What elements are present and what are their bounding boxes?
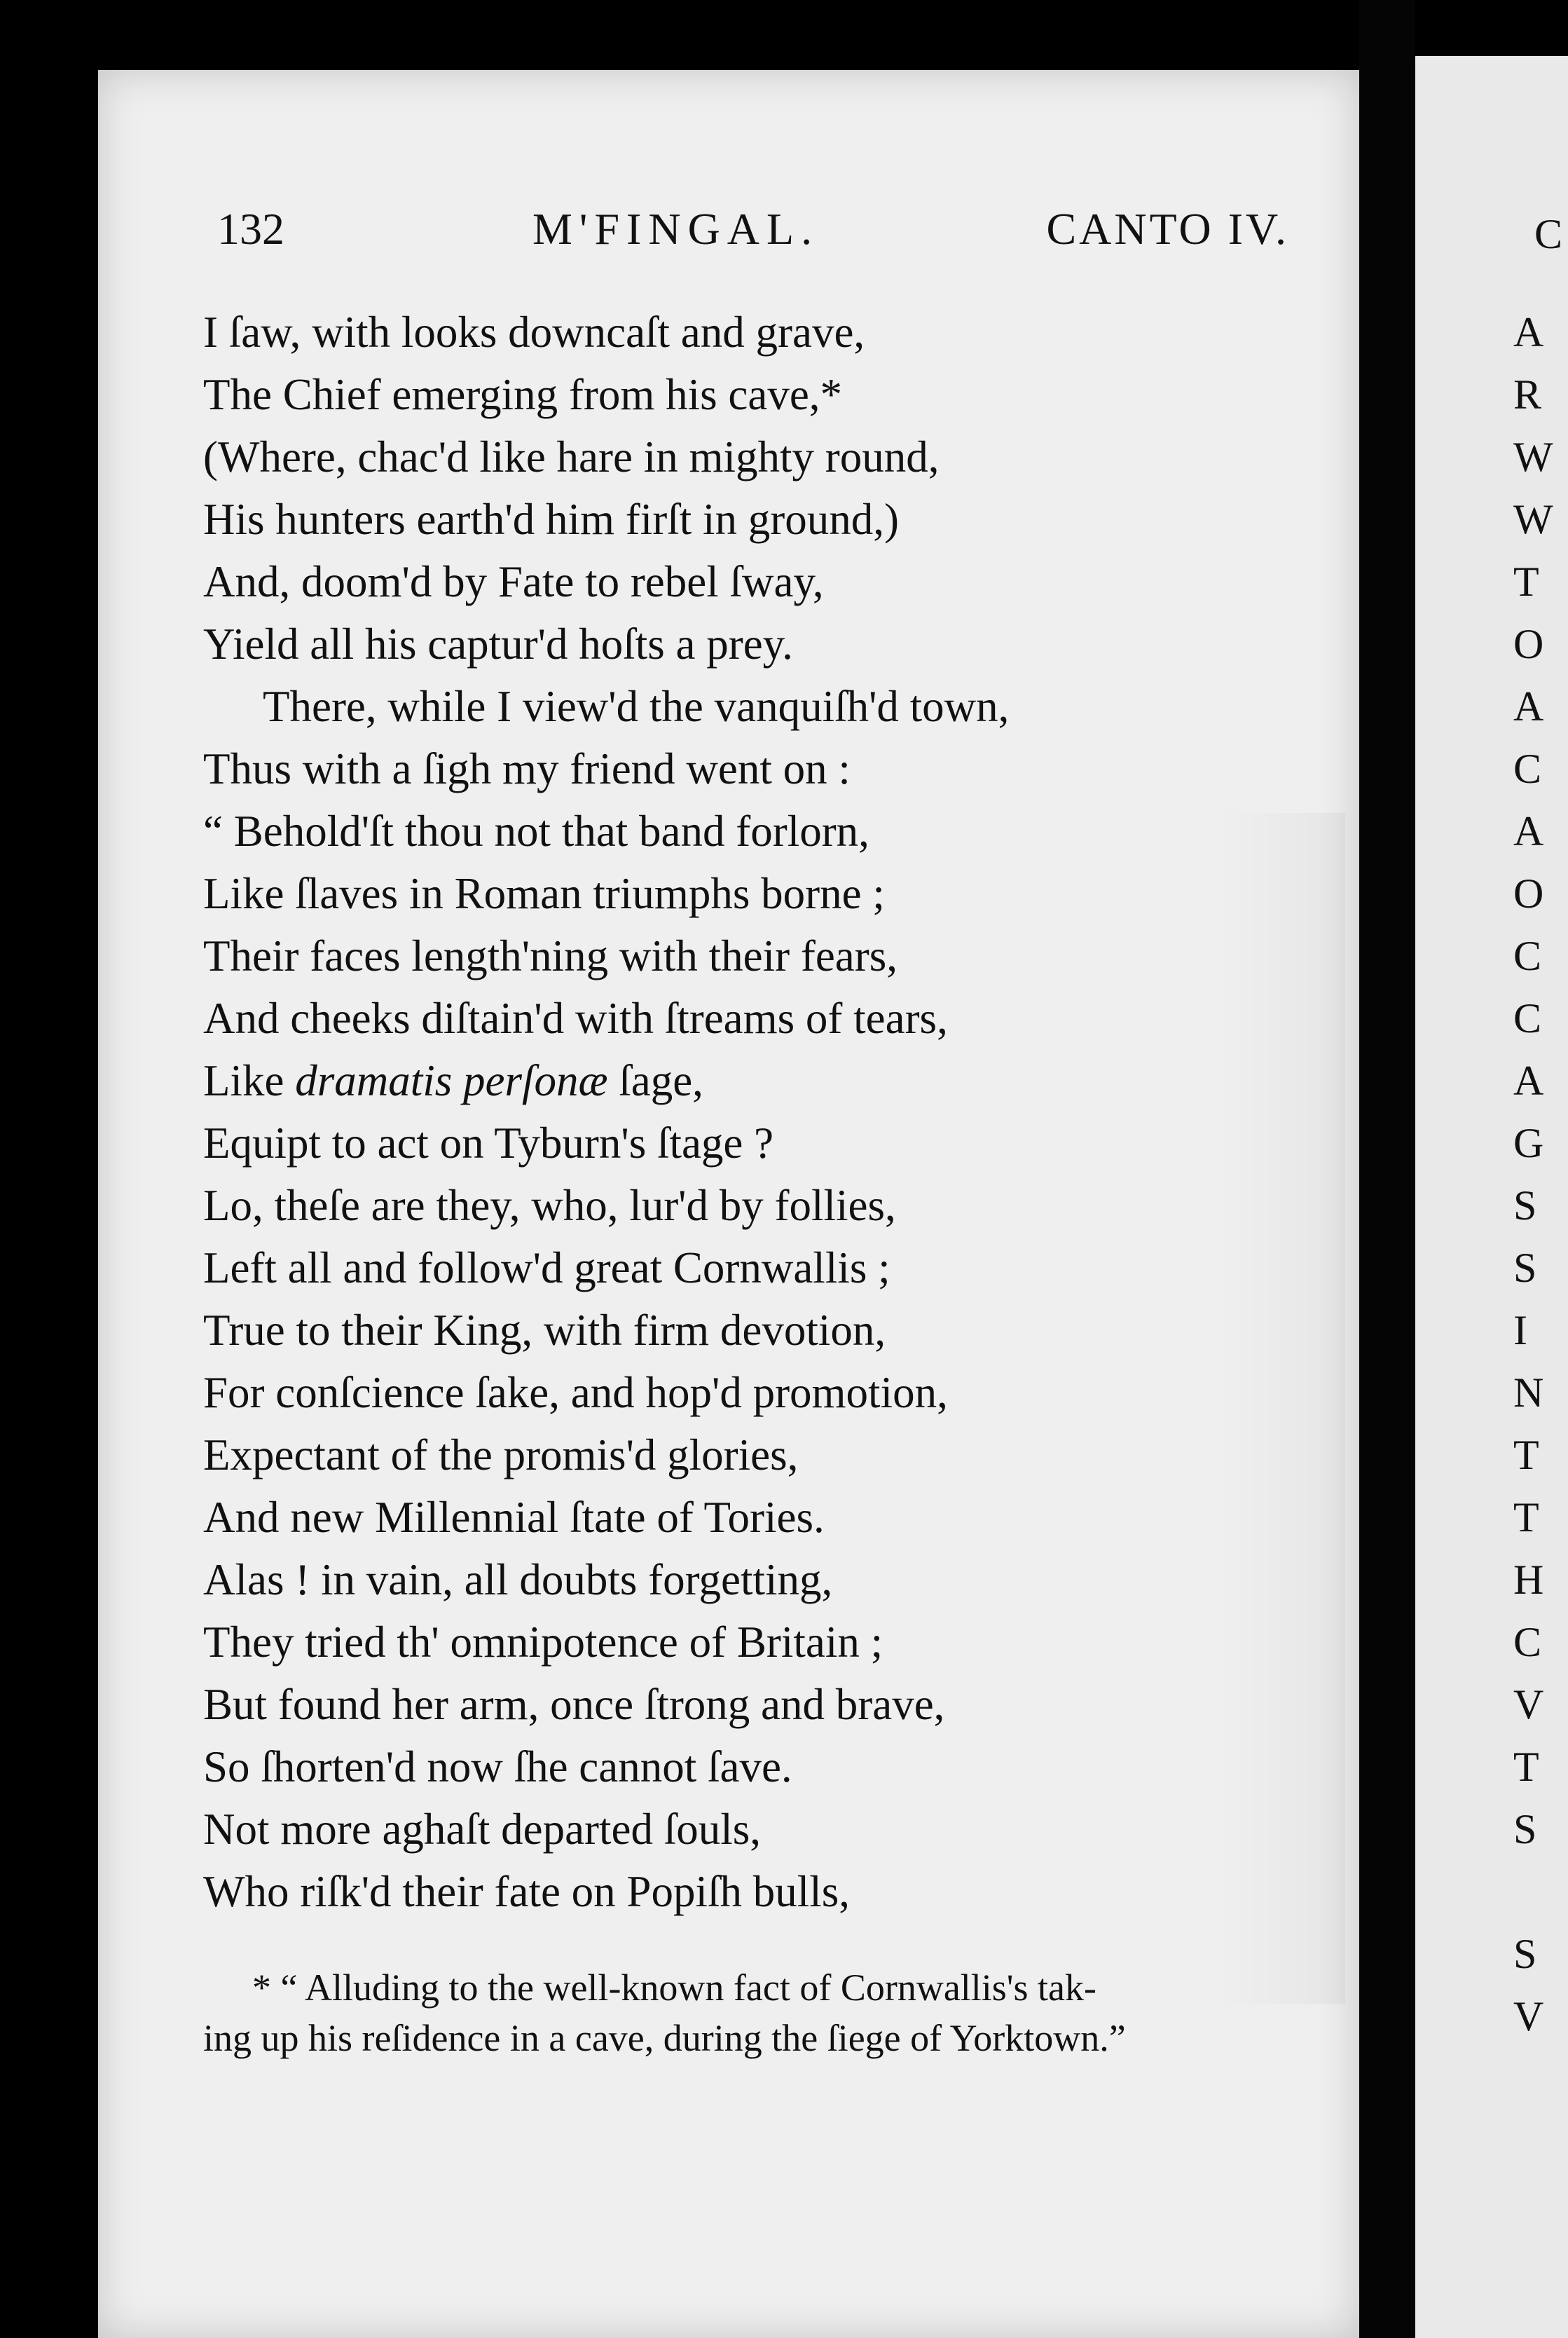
- book-gutter: [1359, 0, 1415, 2338]
- verse-line: Their faces length'ning with their fears,: [203, 931, 898, 980]
- facing-page-line-start: V: [1513, 1681, 1544, 1728]
- facing-page-line-start: S: [1513, 1931, 1537, 1977]
- verse-line: Alas ! in vain, all doubts forgetting,: [203, 1555, 833, 1604]
- verse-line: His hunters earth'd him firſt in ground,): [203, 495, 899, 544]
- verse-line: True to their King, with firm devotion,: [203, 1306, 886, 1355]
- verse-line: Not more aghaſt departed ſouls,: [203, 1805, 762, 1854]
- canto-label: CANTO IV.: [1046, 204, 1289, 254]
- page-header: [217, 203, 1289, 259]
- verse-block: [203, 301, 1009, 1923]
- verse-line: So ſhorten'd now ſhe cannot ſave.: [203, 1742, 792, 1791]
- verse-line: Like dramatis perſonæ ſage,: [203, 1056, 703, 1105]
- verse-line: And cheeks diſtain'd with ſtreams of tears,: [203, 994, 948, 1043]
- verse-line: (Where, chac'd like hare in mighty round,: [203, 432, 940, 481]
- facing-page-line-start: W: [1513, 496, 1553, 542]
- facing-page-line-start: V: [1513, 1993, 1544, 2039]
- verse-line: There, while I view'd the vanquiſh'd town,: [263, 682, 1010, 731]
- footnote-line: * “ Alluding to the well-known fact of Cornwallis's tak-: [252, 1967, 1097, 2009]
- facing-page-line-start: A: [1513, 1058, 1544, 1104]
- facing-page-line-start: T: [1513, 1744, 1539, 1790]
- facing-page-running-head: C: [1534, 211, 1563, 257]
- verse-line: Lo, theſe are they, who, lur'd by follies,: [203, 1181, 896, 1230]
- facing-page-line-starts: [1513, 301, 1553, 2048]
- facing-page-line-start: O: [1513, 870, 1544, 917]
- facing-page-line-start: N: [1513, 1369, 1544, 1416]
- facing-page-line-start: T: [1513, 1432, 1539, 1478]
- verse-line: And, doom'd by Fate to rebel ſway,: [203, 557, 824, 606]
- verse-line: Equipt to act on Tyburn's ſtage ?: [203, 1119, 774, 1168]
- bleed-through-shadow: [1219, 813, 1345, 2004]
- facing-page-line-start: I: [1513, 1307, 1527, 1353]
- facing-page-line-start: S: [1513, 1182, 1537, 1229]
- facing-page-line-start: C: [1513, 995, 1542, 1041]
- facing-page-line-start: A: [1513, 808, 1544, 854]
- facing-page-line-start: S: [1513, 1245, 1537, 1291]
- verse-line: “ Behold'ſt thou not that band forlorn,: [203, 807, 869, 856]
- verse-line: Left all and follow'd great Cornwallis ;: [203, 1243, 890, 1292]
- verse-line: I ſaw, with looks downcaſt and grave,: [203, 308, 865, 357]
- verse-line: Expectant of the promis'd glories,: [203, 1430, 799, 1479]
- facing-page-line-start: A: [1513, 309, 1544, 355]
- running-title: M'FINGAL.: [532, 204, 820, 254]
- facing-page-line-start: C: [1513, 1619, 1542, 1665]
- verse-line: But found her arm, once ſtrong and brave,: [203, 1680, 945, 1729]
- facing-page-line-start: G: [1513, 1120, 1544, 1166]
- verse-line: Like ſlaves in Roman triumphs borne ;: [203, 869, 885, 918]
- footnote: [203, 1962, 1275, 2063]
- verse-line: Thus with a ſigh my friend went on :: [203, 744, 851, 793]
- verse-line: For conſcience ſake, and hop'd promotion,: [203, 1368, 948, 1417]
- verse-line: They tried th' omnipotence of Britain ;: [203, 1618, 883, 1667]
- facing-page-line-start: T: [1513, 559, 1539, 605]
- facing-page-line-start: A: [1513, 683, 1544, 730]
- facing-page-line-start: O: [1513, 621, 1544, 667]
- facing-page-line-start: R: [1513, 371, 1542, 418]
- facing-page-line-start: W: [1513, 434, 1553, 480]
- verse-line: Yield all his captur'd hoſts a prey.: [203, 620, 793, 669]
- facing-page-line-start: C: [1513, 746, 1542, 792]
- verse-line: And new Millennial ſtate of Tories.: [203, 1493, 825, 1542]
- page-number: 132: [217, 204, 284, 254]
- verse-line: Who riſk'd their fate on Popiſh bulls,: [203, 1867, 850, 1916]
- facing-page-line-start: C: [1513, 933, 1542, 979]
- verse-line: The Chief emerging from his cave,*: [203, 370, 843, 419]
- footnote-line: ing up his reſidence in a cave, during the ſiege of Yorktown.”: [203, 2017, 1126, 2059]
- facing-page-line-start: S: [1513, 1806, 1537, 1852]
- facing-page-line-start: T: [1513, 1494, 1539, 1540]
- facing-page-line-start: H: [1513, 1557, 1544, 1603]
